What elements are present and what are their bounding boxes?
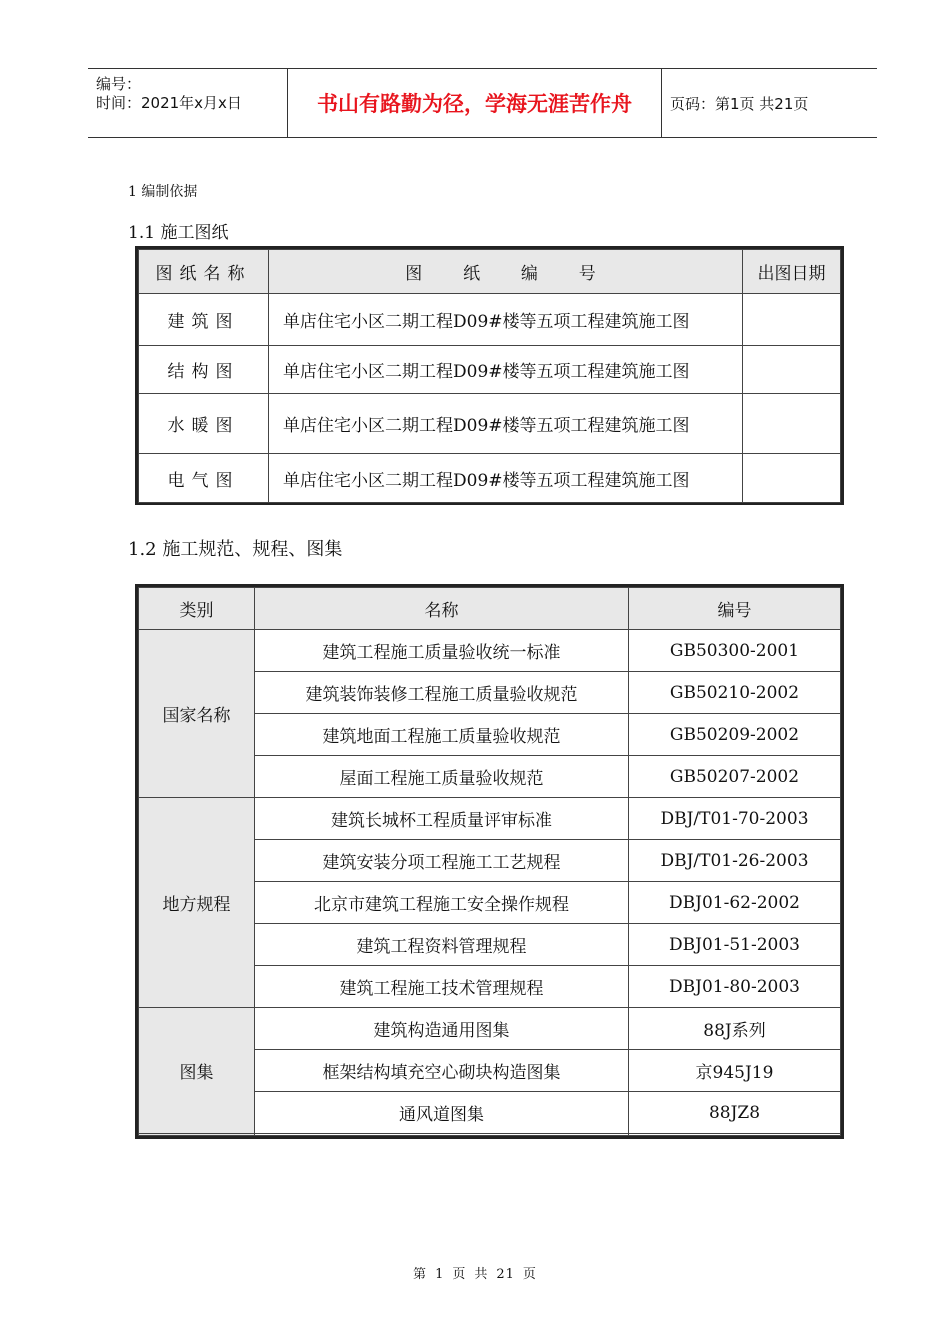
standard-name: 屋面工程施工质量验收规范 bbox=[255, 756, 629, 798]
standard-code: DBJ/T01-26-2003 bbox=[629, 840, 841, 882]
standard-name: 建筑工程施工质量验收统一标准 bbox=[255, 630, 629, 672]
drawing-number: 单店住宅小区二期工程D09#楼等五项工程建筑施工图 bbox=[269, 346, 743, 394]
footer-word: 第 bbox=[413, 1267, 428, 1282]
table-row-empty bbox=[139, 1134, 841, 1136]
header-code: 编号 bbox=[629, 588, 841, 630]
drawing-name: 结构图 bbox=[139, 346, 269, 394]
standard-name: 建筑工程施工技术管理规程 bbox=[255, 966, 629, 1008]
header-drawing-number: 图 纸 编 号 bbox=[269, 250, 743, 294]
drawing-name: 建筑图 bbox=[139, 294, 269, 346]
drawing-number: 单店住宅小区二期工程D09#楼等五项工程建筑施工图 bbox=[269, 454, 743, 503]
header-page-label: 页码：第1页 共21页 bbox=[670, 94, 809, 113]
table-header-row bbox=[139, 250, 841, 294]
footer-page-number: 1 bbox=[435, 1267, 445, 1282]
standard-code: DBJ01-51-2003 bbox=[629, 924, 841, 966]
standard-name: 通风道图集 bbox=[255, 1092, 629, 1134]
drawing-number: 单店住宅小区二期工程D09#楼等五项工程建筑施工图 bbox=[269, 294, 743, 346]
footer-word: 共 bbox=[474, 1267, 489, 1282]
table-row bbox=[139, 394, 841, 454]
header-motto: 书山有路勤为径，学海无涯苦作舟 bbox=[288, 69, 662, 137]
category-national: 国家名称 bbox=[139, 630, 255, 798]
empty-cell bbox=[139, 1134, 255, 1136]
empty-cell bbox=[255, 1134, 629, 1136]
category-local: 地方规程 bbox=[139, 798, 255, 1008]
standard-name: 建筑构造通用图集 bbox=[255, 1008, 629, 1050]
page-header bbox=[88, 68, 877, 138]
table-row bbox=[139, 1008, 841, 1050]
table-row bbox=[139, 346, 841, 394]
standard-code: GB50209-2002 bbox=[629, 714, 841, 756]
section-title-1-2: 1.2 施工规范、规程、图集 bbox=[128, 539, 343, 560]
drawing-date bbox=[743, 346, 841, 394]
table-header-row bbox=[139, 588, 841, 630]
table-row bbox=[139, 454, 841, 503]
drawing-date bbox=[743, 294, 841, 346]
standard-code: 88J系列 bbox=[629, 1008, 841, 1050]
header-drawing-name: 图纸名称 bbox=[139, 250, 269, 294]
empty-cell bbox=[629, 1134, 841, 1136]
standard-name: 建筑装饰装修工程施工质量验收规范 bbox=[255, 672, 629, 714]
table-row bbox=[139, 798, 841, 840]
footer-word: 页 bbox=[452, 1267, 467, 1282]
standard-code: DBJ/T01-70-2003 bbox=[629, 798, 841, 840]
standard-code: DBJ01-62-2002 bbox=[629, 882, 841, 924]
drawing-date bbox=[743, 454, 841, 503]
standard-code: 88JZ8 bbox=[629, 1092, 841, 1134]
page-footer bbox=[0, 1263, 950, 1282]
standard-code: GB50207-2002 bbox=[629, 756, 841, 798]
section-title-1: 1 编制依据 bbox=[128, 184, 198, 200]
standard-code: GB50210-2002 bbox=[629, 672, 841, 714]
standard-name: 建筑工程资料管理规程 bbox=[255, 924, 629, 966]
drawing-name: 电气图 bbox=[139, 454, 269, 503]
drawing-number: 单店住宅小区二期工程D09#楼等五项工程建筑施工图 bbox=[269, 394, 743, 454]
standard-name: 北京市建筑工程施工安全操作规程 bbox=[255, 882, 629, 924]
header-category: 类别 bbox=[139, 588, 255, 630]
standard-code: GB50300-2001 bbox=[629, 630, 841, 672]
header-meta bbox=[88, 69, 288, 137]
footer-total-pages: 21 bbox=[496, 1267, 515, 1282]
standard-name: 建筑地面工程施工质量验收规范 bbox=[255, 714, 629, 756]
standard-code: DBJ01-80-2003 bbox=[629, 966, 841, 1008]
drawing-date bbox=[743, 394, 841, 454]
standards-table bbox=[135, 584, 844, 1139]
time-label: 时间：2021年x月x日 bbox=[96, 94, 242, 112]
section-title-1-1: 1.1 施工图纸 bbox=[128, 223, 229, 243]
drawings-table bbox=[135, 246, 844, 505]
standard-name: 建筑长城杯工程质量评审标准 bbox=[255, 798, 629, 840]
drawing-name: 水暖图 bbox=[139, 394, 269, 454]
table-row bbox=[139, 294, 841, 346]
code-label: 编号： bbox=[96, 75, 142, 93]
header-name: 名称 bbox=[255, 588, 629, 630]
standard-name: 框架结构填充空心砌块构造图集 bbox=[255, 1050, 629, 1092]
standard-name: 建筑安装分项工程施工工艺规程 bbox=[255, 840, 629, 882]
standard-code: 京945J19 bbox=[629, 1050, 841, 1092]
category-atlas: 图集 bbox=[139, 1008, 255, 1134]
table-row bbox=[139, 630, 841, 672]
header-issue-date: 出图日期 bbox=[743, 250, 841, 294]
footer-word: 页 bbox=[522, 1267, 537, 1282]
